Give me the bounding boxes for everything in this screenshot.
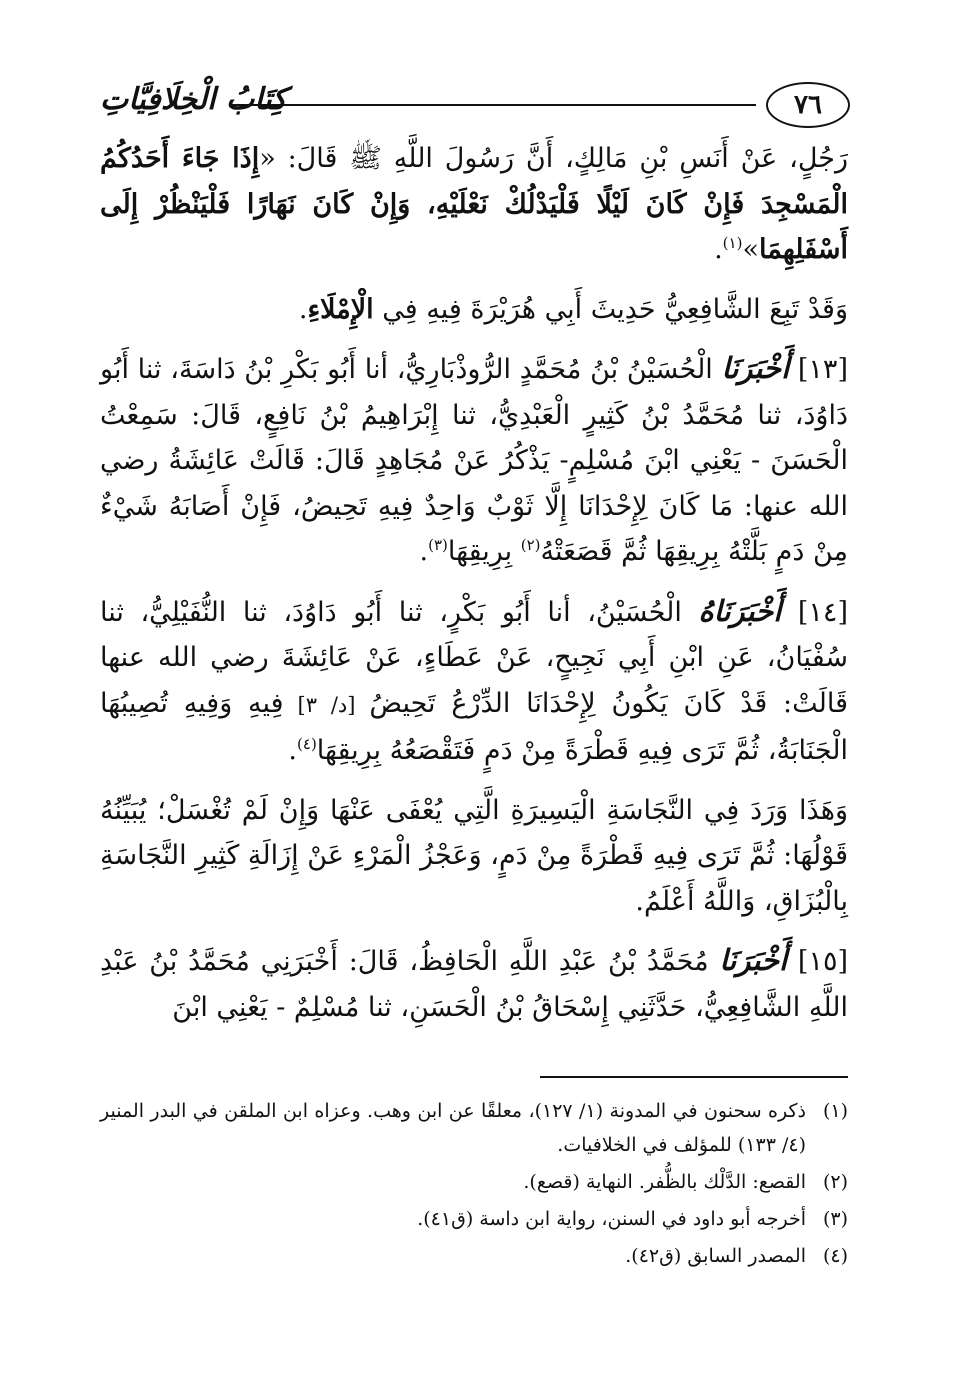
hadith-15 xyxy=(100,938,848,1030)
hadith-text: مُحَمَّدُ بْنُ عَبْدِ اللَّهِ الْحَافِظُ، قَالَ: أَخْبَرَنِي مُحَمَّدُ بْنُ عَبْدِ اللَّهِ الشَّافِعِيُّ، حَدَّثَنِي إِسْحَاقُ بْنُ الْحَسَنِ، ثنا مُسْلِمٌ - يَعْنِي ابْنَ xyxy=(100,946,848,1023)
hadith-14 xyxy=(100,589,848,774)
quote-close: » xyxy=(742,234,759,265)
sentence-end: . xyxy=(298,293,308,325)
footnote-ref-1[interactable]: (١) xyxy=(722,234,743,252)
page-header xyxy=(100,82,850,132)
hadith-head-word: أَخْبَرَنَا xyxy=(719,943,788,977)
sentence-end: . xyxy=(714,234,723,265)
footnotes xyxy=(100,1094,848,1276)
footnote-ref-4[interactable]: (٤) xyxy=(297,735,317,753)
footnote-item xyxy=(100,1202,848,1236)
hadith-text-cont: بِرِيقِهَا xyxy=(447,536,521,567)
hadith-text: الْحُسَيْنُ بْنُ مُحَمَّدٍ الرُّوذْبَارِيُّ، أنا أَبُو بَكْرِ بْنُ دَاسَةَ، ثنا أَبُو دَاوُدَ، ثنا مُحَمَّدُ بْنُ كَثِيرٍ الْعَبْدِيُّ، ثنا إِبْرَاهِيمُ بْنُ نَافِعٍ، قَالَ: سَمِعْتُ الْحَسَنَ - يَعْنِي ابْنَ مُسْلِمٍ- يَذْكُرُ عَنْ مُجَاهِدٍ قَالَ: قَالَتْ عَائِشَةُ رضي الله عنها: مَا كَانَ لِإِحْدَانَا إِلَّا ثَوْبٌ وَاحِدٌ فِيهِ تَحِيضُ، فَإِنْ أَصَابَهُ شَيْءٌ مِنْ دَمٍ بَلَّتْهُ بِرِيقِهَا ثُمَّ قَصَعَتْهُ xyxy=(100,354,848,567)
hadith-number: [١٤] xyxy=(797,596,848,628)
footnote-ref-2[interactable]: (٢) xyxy=(520,536,541,554)
footnote-ref-3[interactable]: (٣) xyxy=(428,536,448,554)
header-rule xyxy=(230,104,756,106)
book-name-imla: الْإِمْلَاءِ xyxy=(307,293,374,325)
main-text xyxy=(100,136,848,1030)
book-title: كِتَابُ الْخِلَافِيَّاتِ xyxy=(100,82,287,117)
footnote-item xyxy=(100,1094,848,1162)
hadith-quote: إِذَا جَاءَ أَحَدُكُمُ الْمَسْجِدَ فَإِنْ كَانَ لَيْلًا فَلْيَدْلُكْ نَعْلَيْهِ، وَإِنْ كَانَ نَهَارًا فَلْيَنْظُرْ إِلَى أَسْفَلِهِمَا xyxy=(100,143,848,265)
hadith-13 xyxy=(100,346,848,575)
hadith-text-cont: فِيهِ وَفِيهِ تُصِيبُهَا الْجَنَابَةُ، ثُمَّ تَرَى فِيهِ قَطْرَةً مِنْ دَمٍ فَتَقْصَعُهُ بِرِيقِهَا xyxy=(100,687,848,766)
page-number: ٧٦ xyxy=(766,82,850,128)
footnote-text: ذكره سحنون في المدونة (١/ ١٢٧)، معلقًا عن ابن وهب. وعزاه ابن الملقن في البدر المنير (٤/ ١٣٣) للمؤلف في الخلافيات. xyxy=(100,1100,806,1156)
footnote-number: (١) xyxy=(822,1100,848,1122)
hadith-intro: رَجُلٍ، عَنْ أَنَسِ بْنِ مَالِكٍ، أَنَّ رَسُولَ اللَّهِ ﷺ قَالَ: « xyxy=(259,143,848,174)
footnote-divider xyxy=(540,1076,848,1078)
paragraph-commentary: وَهَذَا وَرَدَ فِي النَّجَاسَةِ الْيَسِيرَةِ الَّتِي يُعْفَى عَنْهَا وَإِنْ لَمْ تُغْسَلْ؛ يُبَيِّنُهُ قَوْلُهَا: ثُمَّ تَرَى فِيهِ قَطْرَةً مِنْ دَمٍ، وَعَجْزُ الْمَرْءِ عَنْ إِزَالَةِ كَثِيرِ النَّجَاسَةِ بِالْبُزَاقِ، وَاللَّهُ أَعْلَمُ. xyxy=(100,794,848,917)
footnote-text: القصع: الدَّلْك بالظُّفر. النهاية (قصع). xyxy=(523,1171,806,1193)
footnote-number: (٢) xyxy=(822,1171,848,1193)
footnote-item xyxy=(100,1165,848,1199)
shafii-text: وَقَدْ تَبِعَ الشَّافِعِيُّ حَدِيثَ أَبِي هُرَيْرَةَ فِيهِ فِي xyxy=(373,293,848,325)
footnote-item xyxy=(100,1239,848,1273)
hadith-number: [١٥] xyxy=(797,946,848,977)
hadith-number: [١٣] xyxy=(797,354,848,385)
hadith-head-word: أَخْبَرَنَاهُ xyxy=(698,593,782,628)
manuscript-marker: [د/ ٣] xyxy=(283,692,370,717)
hadith-text: الْحُسَيْنُ، أنا أَبُو بَكْرٍ، ثنا أَبُو دَاوُدَ، ثنا النُّفَيْلِيُّ، ثنا سُفْيَانُ، عَنِ ابْنِ أَبِي نَجِيحٍ، عَنْ عَطَاءٍ، عَنْ عَائِشَةَ رضي الله عنها قَالَتْ: قَدْ كَانَ يَكُونُ لِإِحْدَانَا الدِّرْعُ تَحِيضُ xyxy=(100,596,849,719)
hadith-head-word: أَخْبَرَنَا xyxy=(721,351,790,385)
footnote-number: (٤) xyxy=(822,1245,848,1267)
footnote-text: أخرجه أبو داود في السنن، رواية ابن داسة (ق٤١). xyxy=(417,1208,806,1230)
footnote-text: المصدر السابق (ق٤٢). xyxy=(625,1245,806,1267)
paragraph-shafii xyxy=(100,287,848,333)
paragraph-hadith-anas xyxy=(100,136,848,273)
sentence-end: . xyxy=(288,735,298,766)
footnote-number: (٣) xyxy=(822,1208,848,1230)
sentence-end: . xyxy=(419,536,429,567)
